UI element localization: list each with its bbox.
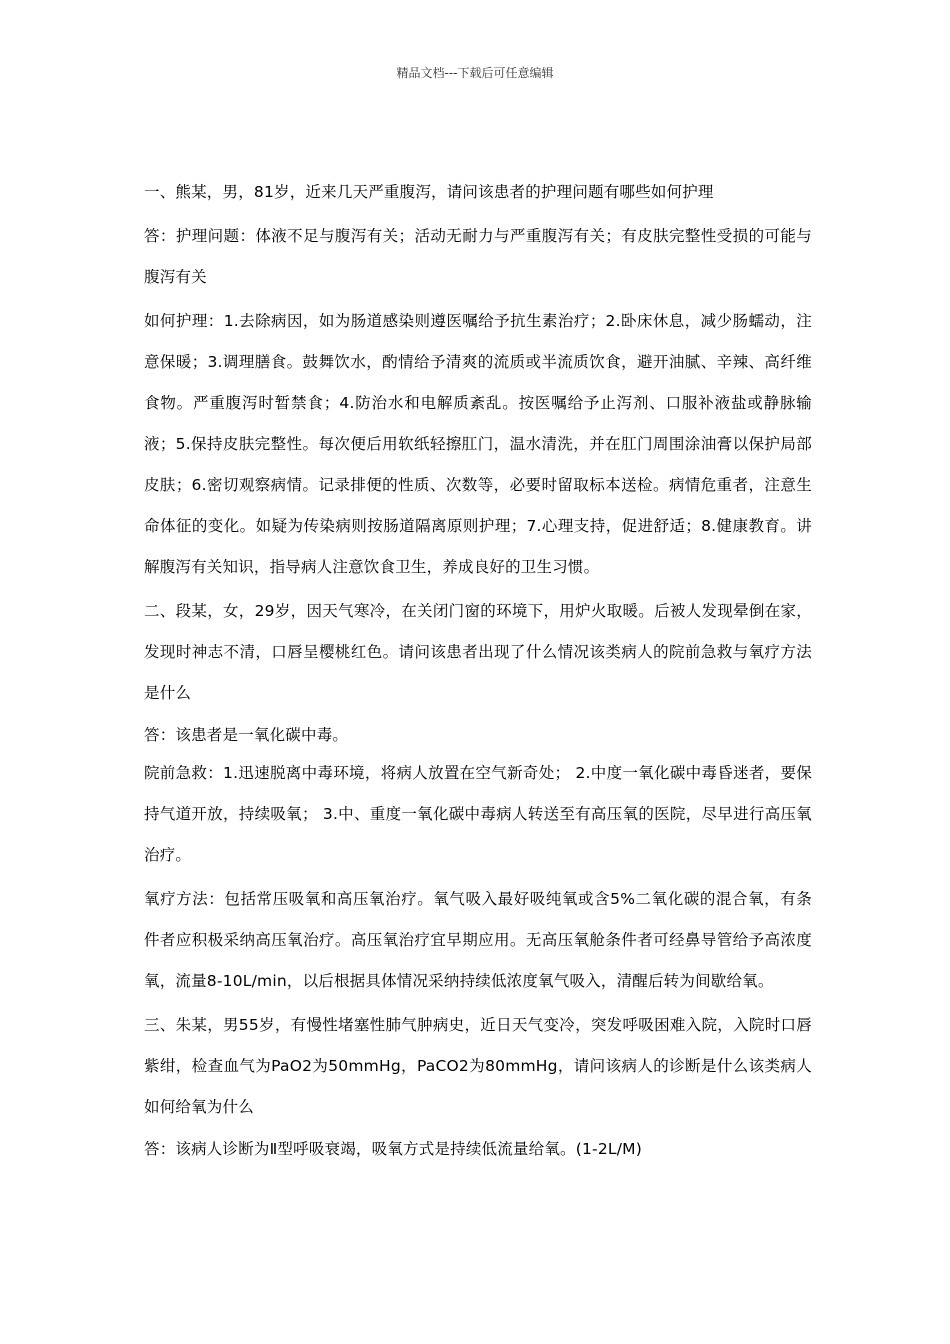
- answer-3: 答：该病人诊断为Ⅱ型呼吸衰竭，吸氧方式是持续低流量给氧。(1-2L/M): [144, 1140, 642, 1158]
- answer-1-nursing-problems: 答：护理问题：体液不足与腹泻有关；活动无耐力与严重腹泻有关；有皮肤完整性受损的可能与腹泻有关: [144, 227, 812, 286]
- page-header: 精品文档---下载后可任意编辑: [396, 66, 554, 80]
- question-2: 二、段某，女，29岁，因天气寒冷，在关闭门窗的环境下，用炉火取暖。后被人发现晕倒在家，发现时神志不清，口唇呈樱桃红色。请问该患者出现了什么情况该类病人的院前急救与氧疗方法是什么: [144, 602, 812, 702]
- answer-2-oxygen-therapy: 氧疗方法：包括常压吸氧和高压氧治疗。氧气吸入最好吸纯氧或含5%二氧化碳的混合氧，有条件者应积极采纳高压氧治疗。高压氧治疗宜早期应用。无高压氧舱条件者可经鼻导管给予高浓度氧，流量8-10L/min，以后根据具体情况采纳持续低浓度氧气吸入，清醒后转为间歇给氧。: [144, 890, 812, 990]
- question-3: 三、朱某，男55岁，有慢性堵塞性肺气肿病史，近日天气变冷，突发呼吸困难入院，入院时口唇紫绀，检查血气为PaO2为50mmHg，PaCO2为80mmHg，请问该病人的诊断是什么该类病人如何给氧为什么: [144, 1016, 812, 1116]
- answer-2-diagnosis: 答：该患者是一氧化碳中毒。: [144, 726, 349, 744]
- document-body: [144, 172, 812, 1167]
- answer-1-nursing-care: 如何护理：1.去除病因，如为肠道感染则遵医嘱给予抗生素治疗；2.卧床休息，减少肠蠕动，注意保暖；3.调理膳食。鼓舞饮水，酌情给予清爽的流质或半流质饮食，避开油腻、辛辣、高纤维食物。严重腹泻时暂禁食；4.防治水和电解质紊乱。按医嘱给予止泻剂、口服补液盐或静脉输液；5.保持皮肤完整性。每次便后用软纸轻擦肛门，温水清洗，并在肛门周围涂油膏以保护局部皮肤；6.密切观察病情。记录排便的性质、次数等，必要时留取标本送检。病情危重者，注意生命体征的变化。如疑为传染病则按肠道隔离原则护理；7.心理支持，促进舒适；8.健康教育。讲解腹泻有关知识，指导病人注意饮食卫生，养成良好的卫生习惯。: [144, 312, 812, 576]
- question-1: 一、熊某，男，81岁，近来几天严重腹泻，请问该患者的护理问题有哪些如何护理: [144, 183, 714, 201]
- answer-2-prehospital-care: 院前急救：1.迅速脱离中毒环境，将病人放置在空气新奇处； 2.中度一氧化碳中毒昏迷者，要保持气道开放，持续吸氧； 3.中、重度一氧化碳中毒病人转送至有高压氧的医院，尽早进行高压氧治疗。: [144, 764, 812, 864]
